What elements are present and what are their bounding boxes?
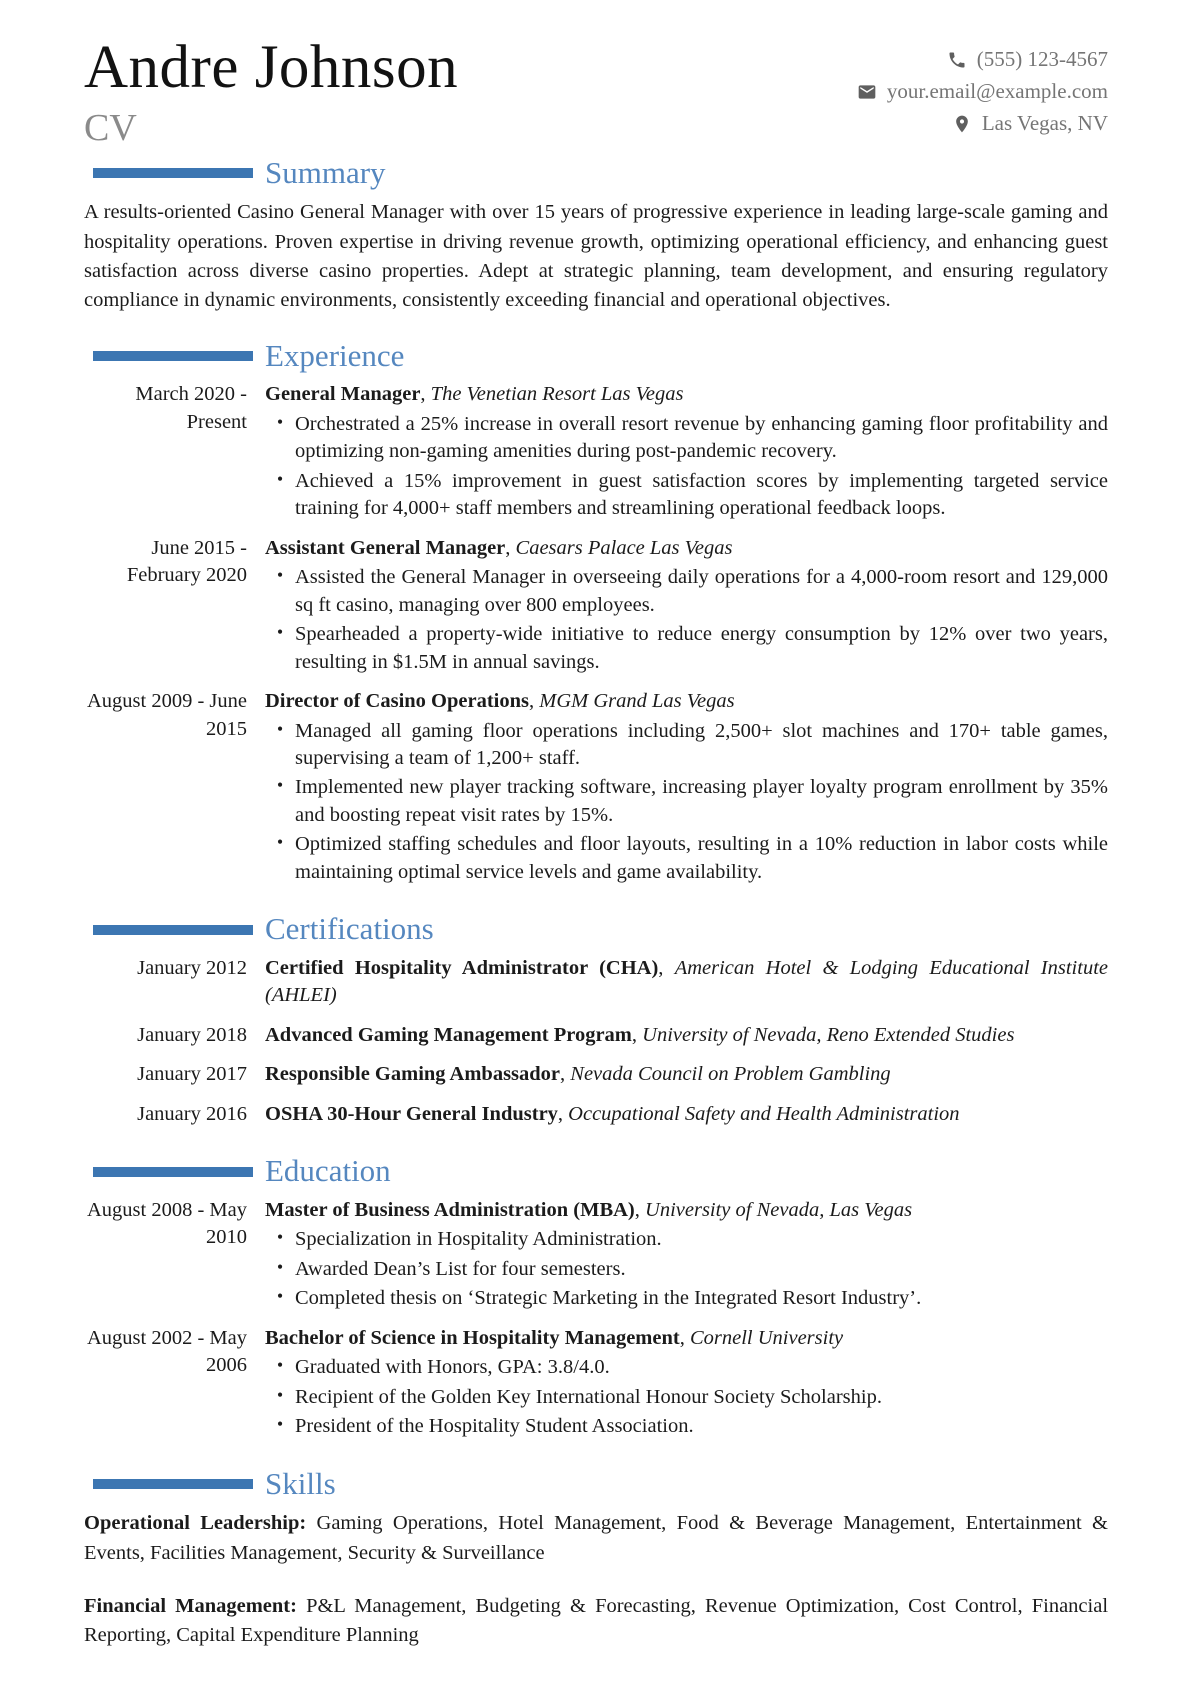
entry-body <box>265 1022 1108 1051</box>
entry-title-line <box>265 955 1108 1010</box>
bullet-item: • Implemented new player tracking software, increasing player loyalty program enrollment by 35% and boosting repeat visit rates by 15%. <box>295 774 1108 829</box>
dated-entry <box>84 1061 1108 1090</box>
bullet-item: • Assisted the General Manager in overseeing daily operations for a 4,000-room resort and 129,000 sq ft casino, managing over 800 employees. <box>295 564 1108 619</box>
dated-entry <box>84 1325 1108 1443</box>
section-rule-bar <box>93 925 253 935</box>
entry-title: General Manager <box>265 383 421 406</box>
entry-body <box>265 535 1108 678</box>
entry-date-range: June 2015 - February 2020 <box>126 536 247 587</box>
entry-title: Advanced Gaming Management Program <box>265 1023 632 1046</box>
entry-title: Bachelor of Science in Hospitality Management <box>265 1326 680 1349</box>
entry-organization: MGM Grand Las Vegas <box>539 690 735 713</box>
section-rule-bar <box>93 168 253 178</box>
entry-date-range: August 2009 - June 2015 <box>86 690 247 740</box>
entry-body <box>265 1101 1108 1130</box>
cv-header <box>84 36 1108 150</box>
entry-date-range: March 2020 - Present <box>135 383 247 433</box>
title-separator: , <box>529 690 535 713</box>
skill-list: Gaming Operations, Hotel Management, Food & Beverage Management, Entertainment & Events, Facilities Management, Security & Surveillance <box>84 1512 1108 1564</box>
dated-entry <box>84 688 1108 888</box>
entry-title: Responsible Gaming Ambassador <box>265 1063 561 1086</box>
section-education <box>84 1155 1108 1442</box>
entry-body <box>265 1061 1108 1090</box>
entry-date-range: January 2018 <box>137 1023 247 1046</box>
entry-bullet-list <box>265 564 1108 676</box>
certification-entries <box>84 955 1108 1130</box>
entry-title: Director of Casino Operations <box>265 690 530 713</box>
entry-date-range: January 2017 <box>137 1063 247 1086</box>
bullet-item: • Optimized staffing schedules and floor layouts, resulting in a 10% reduction in labor costs while maintaining optimal service levels and game availability. <box>295 831 1108 886</box>
section-title: Education <box>265 1153 391 1189</box>
title-separator: , <box>505 536 511 559</box>
title-separator: , <box>658 956 664 979</box>
dated-entry <box>84 381 1108 524</box>
phone-number: (555) 123-4567 <box>976 47 1108 71</box>
section-title: Summary <box>265 154 386 190</box>
entry-bullet-list <box>265 1226 1108 1312</box>
experience-entries <box>84 381 1108 888</box>
contact-email-row <box>857 80 1108 103</box>
entry-body <box>265 955 1108 1012</box>
section-header <box>84 1465 1108 1501</box>
entry-bullet-list <box>265 1354 1108 1440</box>
dated-entry <box>84 535 1108 678</box>
entry-organization: Caesars Palace Las Vegas <box>515 536 733 559</box>
section-header <box>84 337 1108 373</box>
entry-title: Certified Hospitality Administrator (CHA) <box>265 956 659 979</box>
entry-date-range: August 2002 - May 2006 <box>86 1326 247 1377</box>
title-separator: , <box>420 383 426 406</box>
entry-organization: Cornell University <box>689 1326 844 1349</box>
section-rule-bar <box>93 1479 253 1489</box>
entry-title-line <box>265 381 1108 408</box>
dated-entry <box>84 1101 1108 1130</box>
entry-body <box>265 1197 1108 1315</box>
section-header <box>84 154 1108 190</box>
summary-text: A results-oriented Casino General Manager with over 15 years of progressive experience in leading large-scale gaming and hospitality operations. Proven expertise in driving revenue growth, optimizing operational efficiency, and enhancing guest satisfaction across diverse casino properties. Adept at strategic planning, team development, and ensuring regulatory compliance in dynamic environments, consistently exceeding financial and operational objectives. <box>84 201 1108 311</box>
title-separator: , <box>631 1023 638 1046</box>
identity-block <box>84 36 458 150</box>
envelope-icon <box>857 82 877 102</box>
entry-body <box>265 381 1108 524</box>
section-header <box>84 1155 1108 1188</box>
dated-entry <box>84 1022 1108 1051</box>
entry-title-line <box>265 535 1108 562</box>
entry-date-range: August 2008 - May 2010 <box>86 1198 247 1249</box>
entry-organization: University of Nevada, Las Vegas <box>645 1198 913 1221</box>
entry-organization: Nevada Council on Problem Gambling <box>570 1063 891 1086</box>
location-pin-icon <box>952 114 972 134</box>
bullet-item: • Managed all gaming floor operations including 2,500+ slot machines and 170+ table games, supervising a team of 1,200+ staff. <box>295 718 1108 773</box>
section-title: Experience <box>265 337 405 373</box>
entry-title: Assistant General Manager <box>265 536 506 559</box>
email-address: your.email@example.com <box>886 79 1108 104</box>
candidate-name: Andre Johnson <box>84 34 459 101</box>
entry-body <box>265 688 1108 888</box>
bullet-item: • Completed thesis on ‘Strategic Marketing in the Integrated Resort Industry’. <box>295 1285 1108 1312</box>
entry-date-range: January 2012 <box>137 956 247 979</box>
entry-organization: Occupational Safety and Health Administration <box>568 1102 960 1125</box>
entry-organization: American Hotel & Lodging Educational Institute (AHLEI) <box>265 956 1108 1007</box>
bullet-item: • Graduated with Honors, GPA: 3.8/4.0. <box>295 1354 1108 1381</box>
bullet-item: • Spearheaded a property-wide initiative to reduce energy consumption by 12% over two years, resulting in $1.5M in annual savings. <box>295 621 1108 676</box>
bullet-item: • President of the Hospitality Student Association. <box>295 1413 1108 1440</box>
cv-label: CV <box>84 107 137 150</box>
education-entries <box>84 1197 1108 1443</box>
section-experience <box>84 337 1108 889</box>
dated-entry <box>84 1197 1108 1315</box>
phone-icon <box>947 50 967 70</box>
entry-title: OSHA 30-Hour General Industry <box>265 1102 558 1125</box>
title-separator: , <box>634 1198 640 1221</box>
entry-bullet-list <box>265 411 1108 523</box>
entry-title-line <box>265 1061 1108 1088</box>
entry-title-line <box>265 1197 1108 1224</box>
section-summary <box>84 154 1108 315</box>
skill-group <box>84 1509 1108 1568</box>
entry-title-line <box>265 1022 1108 1049</box>
entry-title-line <box>265 688 1108 715</box>
contact-phone-row <box>947 48 1108 71</box>
entry-title: Master of Business Administration (MBA) <box>265 1198 635 1221</box>
section-title: Skills <box>265 1465 336 1501</box>
contact-location-row <box>952 112 1108 135</box>
entry-organization: The Venetian Resort Las Vegas <box>430 383 684 406</box>
entry-organization: University of Nevada, Reno Extended Studies <box>642 1023 1015 1046</box>
section-rule-bar <box>93 351 253 361</box>
bullet-item: • Awarded Dean’s List for four semesters. <box>295 1256 1108 1283</box>
entry-body <box>265 1325 1108 1443</box>
section-skills <box>84 1465 1109 1651</box>
dated-entry <box>84 955 1108 1012</box>
section-rule-bar <box>93 1167 253 1177</box>
entry-date-range: January 2016 <box>137 1102 247 1125</box>
title-separator: , <box>557 1102 564 1125</box>
skill-group <box>84 1592 1108 1651</box>
section-certifications <box>84 913 1108 1130</box>
skill-list: P&L Management, Budgeting & Forecasting, Revenue Optimization, Cost Control, Financial Reporting, Capital Expenditure Planning <box>84 1594 1109 1647</box>
skill-category-label: Operational Leadership: <box>84 1512 307 1535</box>
location-text: Las Vegas, NV <box>981 111 1108 136</box>
bullet-item: • Achieved a 15% improvement in guest satisfaction scores by implementing targeted service training for 4,000+ staff members and streamlining operational feedback loops. <box>295 468 1108 523</box>
contact-block <box>857 48 1108 135</box>
bullet-item: • Specialization in Hospitality Administration. <box>295 1226 1108 1253</box>
section-title: Certifications <box>265 911 434 947</box>
bullet-item: • Orchestrated a 25% increase in overall resort revenue by enhancing gaming floor profitability and optimizing non-gaming amenities during post-pandemic recovery. <box>295 411 1108 466</box>
entry-bullet-list <box>265 718 1108 887</box>
bullet-item: • Recipient of the Golden Key International Honour Society Scholarship. <box>295 1384 1108 1411</box>
title-separator: , <box>679 1326 685 1349</box>
title-separator: , <box>560 1063 566 1086</box>
section-header <box>84 913 1108 946</box>
entry-title-line <box>265 1101 1108 1128</box>
skill-category-label: Financial Management: <box>84 1594 297 1617</box>
entry-title-line <box>265 1325 1108 1352</box>
skills-groups <box>84 1509 1108 1651</box>
